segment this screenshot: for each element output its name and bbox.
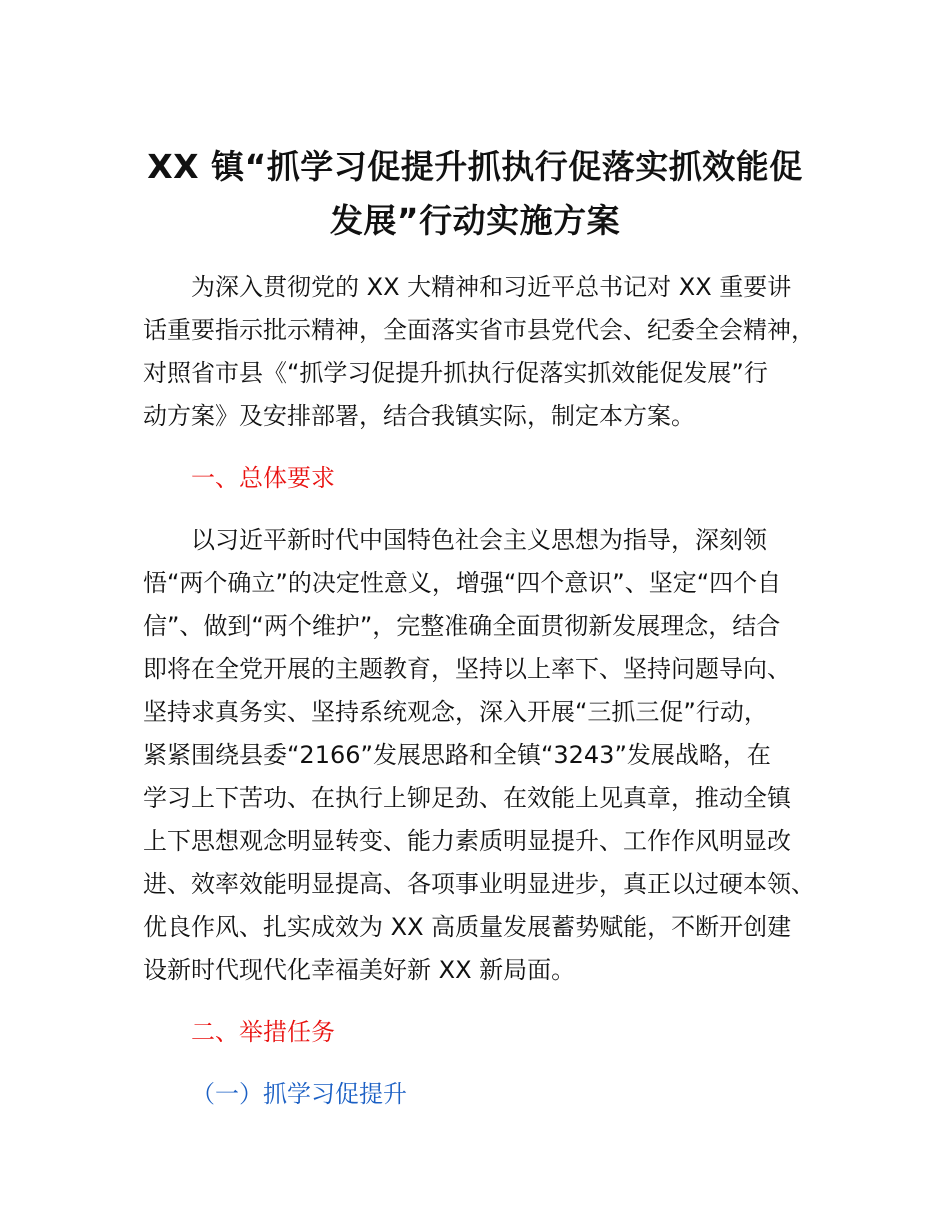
paragraph-line: 信”、做到“两个维护”，完整准确全面贯彻新发展理念，结合 xyxy=(143,612,781,640)
title-line: XX 镇“抓学习促提升抓执行促落实抓效能促 xyxy=(147,147,803,186)
section-heading-overall-requirements: 一、总体要求 xyxy=(191,464,335,492)
subsection-heading-study: （一）抓学习促提升 xyxy=(191,1080,407,1108)
paragraph-line: 上下思想观念明显转变、能力素质明显提升、工作作风明显改 xyxy=(143,827,791,855)
document-title xyxy=(100,140,850,248)
paragraph-line: 悟“两个确立”的决定性意义，增强“四个意识”、坚定“四个自 xyxy=(143,569,782,597)
paragraph-line: 坚持求真务实、坚持系统观念，深入开展“三抓三促”行动， xyxy=(143,698,768,726)
paragraph-line: 即将在全党开展的主题教育，坚持以上率下、坚持问题导向、 xyxy=(143,655,791,683)
paragraph-line: 优良作风、扎实成效为 XX 高质量发展蓄势赋能，不断开创建 xyxy=(143,913,792,941)
intro-paragraph xyxy=(143,266,833,438)
paragraph-line: 紧紧围绕县委“2166”发展思路和全镇“3243”发展战略，在 xyxy=(143,741,771,769)
paragraph-line: 学习上下苦功、在执行上铆足劲、在效能上见真章，推动全镇 xyxy=(143,784,791,812)
section-heading-measures-tasks: 二、举措任务 xyxy=(191,1018,335,1046)
title-line: 发展”行动实施方案 xyxy=(329,201,621,240)
paragraph-line: 对照省市县《“抓学习促提升抓执行促落实抓效能促发展”行 xyxy=(143,359,768,387)
section1-paragraph xyxy=(143,519,833,992)
paragraph-line: 进、效率效能明显提高、各项事业明显进步，真正以过硬本领、 xyxy=(143,870,815,898)
paragraph-line: 动方案》及安排部署，结合我镇实际，制定本方案。 xyxy=(143,402,695,430)
paragraph-line: 以习近平新时代中国特色社会主义思想为指导，深刻领 xyxy=(191,526,767,554)
paragraph-line: 设新时代现代化幸福美好新 XX 新局面。 xyxy=(143,956,576,984)
paragraph-line: 为深入贯彻党的 XX 大精神和习近平总书记对 XX 重要讲 xyxy=(191,273,792,301)
paragraph-line: 话重要指示批示精神，全面落实省市县党代会、纪委全会精神， xyxy=(143,316,815,344)
